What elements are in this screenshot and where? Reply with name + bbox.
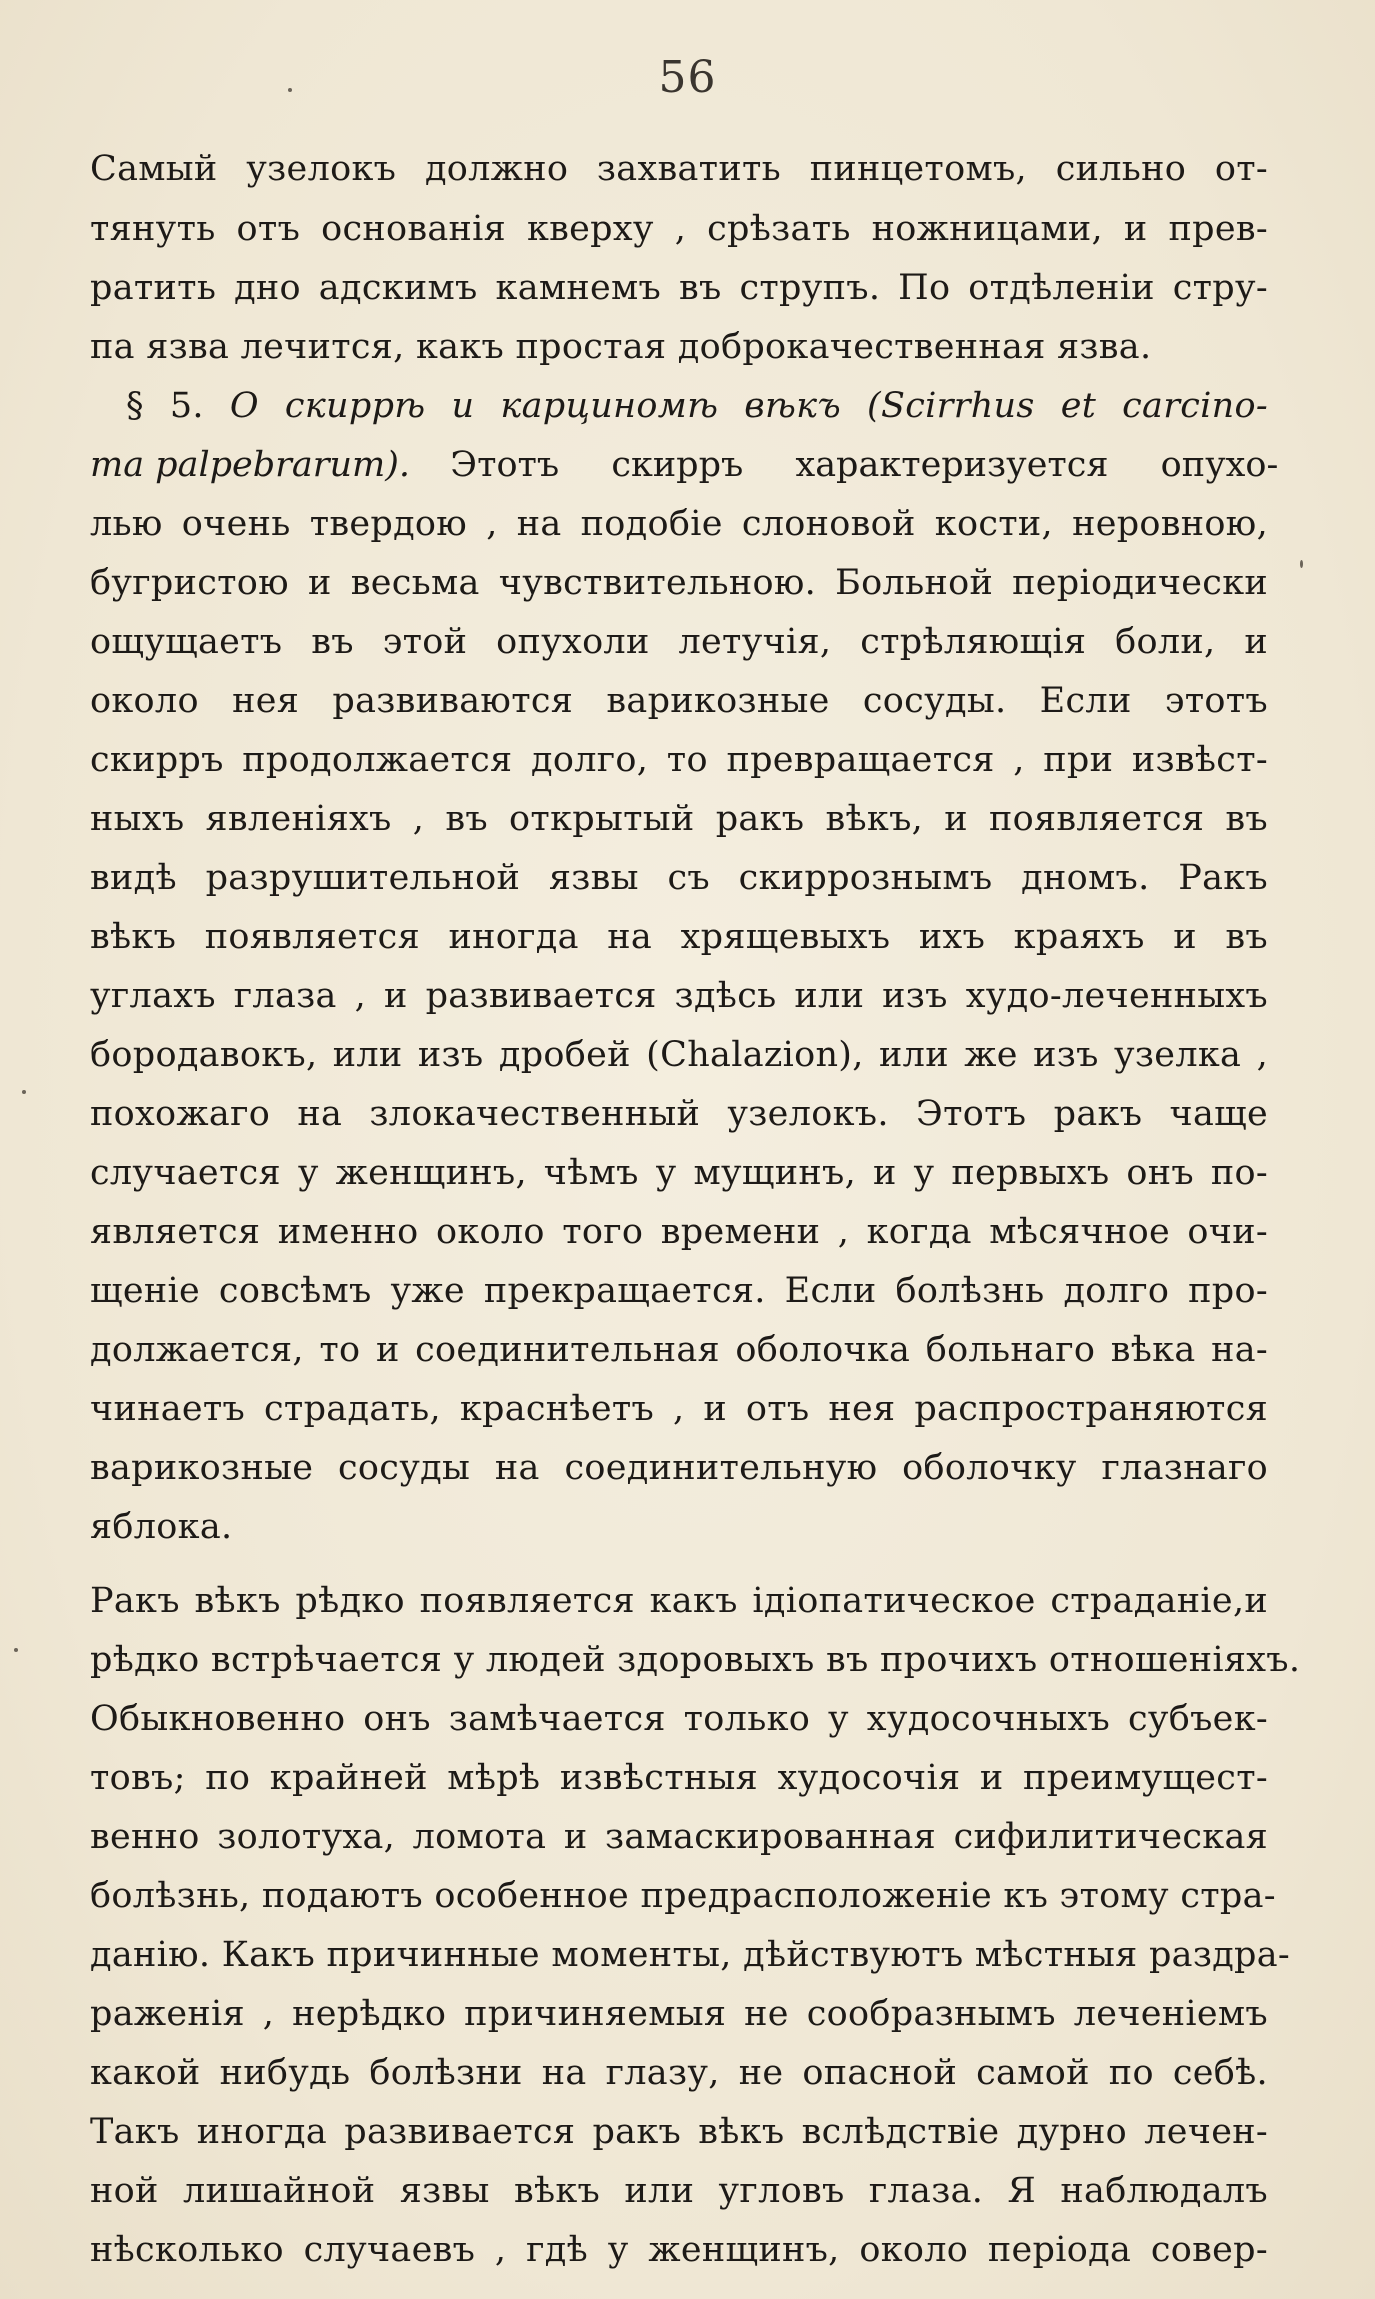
paper-speck — [1300, 560, 1303, 568]
paper-speck — [288, 88, 292, 92]
text-line: Ракъ вѣкъ рѣдко появляется какъ ідіопатическое страданіе,и — [90, 1581, 1268, 1621]
section-heading-continued — [90, 442, 1279, 488]
text-line: варикозные сосуды на соединительную оболочку глазнаго — [90, 1448, 1268, 1488]
text-line: товъ; по крайней мѣрѣ извѣстныя худосочія и преимущест- — [90, 1758, 1268, 1798]
text-line: Такъ иногда развивается ракъ вѣкъ вслѣдствіе дурно лечен- — [90, 2112, 1268, 2152]
page-number: 56 — [658, 52, 717, 103]
text-line: похожаго на злокачественный узелокъ. Этотъ ракъ чаще — [90, 1094, 1268, 1134]
text-line: щеніе совсѣмъ уже прекращается. Если болѣзнь долго про- — [90, 1271, 1268, 1311]
text-line: нѣсколько случаевъ , гдѣ у женщинъ, около періода совер- — [90, 2230, 1268, 2270]
text-line: раженія , нерѣдко причиняемыя не сообразнымъ леченіемъ — [90, 1994, 1268, 2034]
text-line: Обыкновенно онъ замѣчается только у худосочныхъ субъек- — [90, 1699, 1268, 1739]
text-line: около нея развиваются варикозные сосуды. Если этотъ — [90, 681, 1268, 721]
text-line: должается, то и соединительная оболочка больнаго вѣка на- — [90, 1330, 1268, 1370]
section-title: О скиррѣ и карциномѣ вѣкъ (Scirrhus et carcino- — [229, 386, 1268, 426]
text-line: Самый узелокъ должно захватить пинцетомъ, сильно от- — [90, 149, 1268, 189]
section-title-continued: ma palpebrarum). — [90, 445, 411, 485]
text-line: па язва лечится, какъ простая доброкачественная язва. — [90, 327, 1152, 367]
text-line: углахъ глаза , и развивается здѣсь или изъ худо-леченныхъ — [90, 976, 1268, 1016]
section-heading — [126, 383, 1268, 429]
text-line: яблока. — [90, 1507, 233, 1547]
text-line: вѣкъ появляется иногда на хрящевыхъ ихъ краяхъ и въ — [90, 917, 1268, 957]
text-line: лью очень твердою , на подобіе слоновой кости, неровною, — [90, 504, 1268, 544]
text-line: венно золотуха, ломота и замаскированная сифилитическая — [90, 1817, 1268, 1857]
text-line: Этотъ скирръ характеризуется опухо- — [450, 445, 1279, 485]
text-line: какой нибудь болѣзни на глазу, не опасной самой по себѣ. — [90, 2053, 1268, 2093]
text-line: данію. Какъ причинные моменты, дѣйствуютъ мѣстныя раздра- — [90, 1935, 1291, 1975]
paper-speck — [22, 1090, 26, 1094]
text-line: тянуть отъ основанія кверху , срѣзать ножницами, и прев- — [90, 209, 1268, 249]
text-line: случается у женщинъ, чѣмъ у мущинъ, и у первыхъ онъ по- — [90, 1153, 1268, 1193]
text-line: ощущаетъ въ этой опухоли летучія, стрѣляющія боли, и — [90, 622, 1268, 662]
text-line: скирръ продолжается долго, то превращается , при извѣст- — [90, 740, 1268, 780]
text-line: ратить дно адскимъ камнемъ въ струпъ. По отдѣленіи стру- — [90, 268, 1268, 308]
text-line: болѣзнь, подаютъ особенное предрасположеніе къ этому стра- — [90, 1876, 1276, 1916]
text-line: рѣдко встрѣчается у людей здоровыхъ въ прочихъ отношеніяхъ. — [90, 1640, 1301, 1680]
text-line: ныхъ явленіяхъ , въ открытый ракъ вѣкъ, и появляется въ — [90, 799, 1268, 839]
text-line: ной лишайной язвы вѣкъ или угловъ глаза. Я наблюдалъ — [90, 2171, 1268, 2211]
text-line: является именно около того времени , когда мѣсячное очи- — [90, 1212, 1268, 1252]
text-line: видѣ разрушительной язвы съ скиррознымъ дномъ. Ракъ — [90, 858, 1268, 898]
text-line: бугристою и весьма чувствительною. Больной періодически — [90, 563, 1268, 603]
text-line: чинаетъ страдать, краснѣетъ , и отъ нея распространяются — [90, 1389, 1268, 1429]
paper-speck — [14, 1648, 18, 1652]
section-number: § 5. — [126, 386, 204, 426]
text-line: бородавокъ, или изъ дробей (Chalazion), или же изъ узелка , — [90, 1035, 1268, 1075]
